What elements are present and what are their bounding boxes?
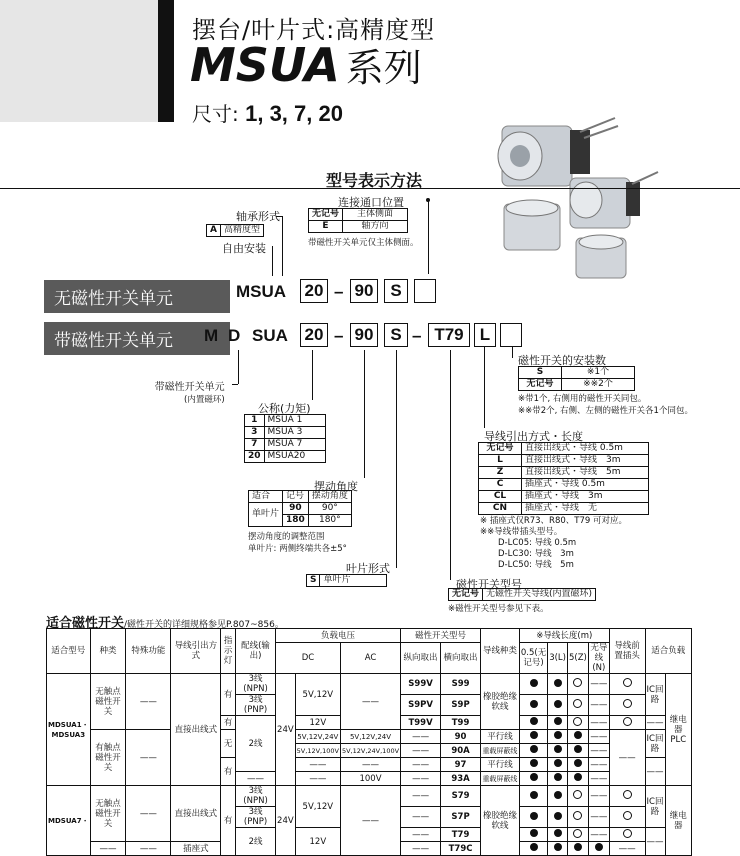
- with-switch-note: [154, 378, 225, 405]
- available-icon: [554, 700, 562, 708]
- switch-vertical: S99V: [401, 674, 441, 695]
- available-icon: [554, 679, 562, 687]
- available-icon: [530, 745, 538, 753]
- bearing-table: [206, 224, 264, 237]
- switch-vertical: ——: [401, 842, 441, 856]
- load-cell: ——: [645, 828, 665, 856]
- switch-vertical: ——: [401, 807, 441, 828]
- switch-horizontal: S79: [441, 786, 481, 807]
- switch-vertical: S9PV: [401, 695, 441, 716]
- leader-line: [312, 350, 313, 400]
- col-header: 5(Z): [567, 643, 588, 674]
- wiring-cell: 2线: [236, 828, 276, 856]
- code-port-box: S: [384, 323, 408, 347]
- indicator-cell: 无: [221, 730, 236, 758]
- qty-desc: ※※2个: [562, 379, 635, 391]
- switch-horizontal: 90A: [441, 744, 481, 758]
- load-cell: [665, 674, 691, 786]
- col-header: 负载电压: [276, 629, 401, 643]
- lead-code: Z: [479, 467, 522, 479]
- col-header: 特殊功能: [126, 629, 171, 674]
- type-cell: 有触点磁性开关: [90, 730, 126, 786]
- wire-type-cell: 平行线: [481, 730, 520, 744]
- with-switch-note-line1: 带磁性开关单元: [154, 382, 225, 393]
- code-port-position-box: [414, 279, 436, 303]
- angle-header: 适合: [249, 491, 283, 503]
- ac-cell: ——: [340, 674, 400, 730]
- indicator-cell: 有: [221, 674, 236, 716]
- port-desc: 轴方向: [343, 221, 408, 233]
- angle-code: 90: [283, 503, 309, 515]
- bearing-code: A: [207, 225, 221, 237]
- lead-desc: 插座式・导线 无: [522, 503, 649, 515]
- ac-cell: 100V: [340, 772, 400, 786]
- leader-line: [282, 216, 283, 276]
- available-icon: [554, 843, 562, 851]
- plug-cell: ——: [609, 842, 645, 856]
- angle-code: 180: [283, 515, 309, 527]
- lead-desc: 直接出线式・导线 0.5m: [522, 443, 649, 455]
- table-row: [47, 730, 692, 744]
- wiring-cell: 3线(PNP): [236, 807, 276, 828]
- dc-cell: 12V: [295, 828, 340, 856]
- load-cell: ——: [645, 758, 665, 786]
- port-position-note: 带磁性开关单元仅主体侧面。: [308, 238, 419, 248]
- available-icon: [530, 812, 538, 820]
- available-icon: [530, 759, 538, 767]
- leader-line: [484, 346, 485, 428]
- dc-cell: 24V: [276, 674, 296, 786]
- torque-code: 1: [245, 415, 265, 427]
- code-lead-box: [500, 323, 522, 347]
- code-d: D: [228, 326, 241, 345]
- type-cell: ——: [90, 842, 126, 856]
- code-size-box: 20: [300, 279, 328, 303]
- load-plc: PLC: [670, 734, 687, 745]
- vane-title: 叶片形式: [346, 562, 390, 575]
- leader-line: [396, 350, 397, 568]
- option-icon: [623, 717, 632, 726]
- lead-desc: 直接出线式・导线 3m: [522, 455, 649, 467]
- torque-table: [244, 414, 326, 463]
- available-icon: [574, 843, 582, 851]
- leader-dot: [426, 198, 430, 202]
- load-relay: 继电器: [669, 810, 687, 831]
- load-cell: IC回路: [645, 730, 665, 758]
- ac-cell: 5V,12V,24V: [340, 730, 400, 744]
- option-icon: [573, 717, 582, 726]
- switch-vertical: ——: [401, 828, 441, 842]
- torque-code: 7: [245, 439, 265, 451]
- col-header: 适合型号: [47, 629, 91, 674]
- col-header: 导线种类: [481, 629, 520, 674]
- wiring-cell: 3线(NPN): [236, 786, 276, 807]
- series-label: 系列: [345, 46, 422, 90]
- leader-line: [238, 350, 239, 384]
- lead-out-cell: 直接出线式: [171, 786, 221, 842]
- special-cell: ——: [126, 786, 171, 842]
- section-divider: [0, 188, 740, 189]
- none-cell: ——: [590, 745, 608, 756]
- switch-type-code: 无记号: [449, 589, 483, 601]
- type-cell: 无触点磁性开关: [90, 674, 126, 730]
- models-cell: MDSUA7・: [47, 786, 91, 856]
- torque-model: MSUA20: [264, 451, 325, 463]
- torque-model: MSUA 7: [264, 439, 325, 451]
- header-vertical-bar: [158, 0, 174, 122]
- switch-vertical: ——: [401, 758, 441, 772]
- code-port-box: S: [384, 279, 408, 303]
- available-icon: [595, 843, 603, 851]
- available-icon: [530, 679, 538, 687]
- code-prefix: MSUA: [236, 282, 287, 301]
- switch-horizontal: S9P: [441, 695, 481, 716]
- product-image: [480, 108, 660, 288]
- lead-note: D-LC30: 导线 3m: [498, 549, 574, 559]
- available-icon: [574, 731, 582, 739]
- qty-table: [518, 366, 635, 391]
- available-icon: [574, 773, 582, 781]
- option-icon: [623, 790, 632, 799]
- switch-type-note: ※磁性开关型号参见下表。: [448, 604, 549, 614]
- available-icon: [554, 745, 562, 753]
- col-header: 导线引出方式: [171, 629, 221, 674]
- lead-code: C: [479, 479, 522, 491]
- dc-cell: 5V,12V: [295, 674, 340, 716]
- angle-value: 180°: [308, 515, 351, 527]
- qty-code: 无记号: [519, 379, 562, 391]
- angle-value: 90°: [308, 503, 351, 515]
- available-icon: [530, 829, 538, 837]
- qty-title: 磁性开关的安装数: [518, 354, 606, 367]
- port-code: 无记号: [309, 209, 343, 221]
- applicable-table: [46, 628, 692, 856]
- switch-horizontal: 93A: [441, 772, 481, 786]
- dc-cell: 5V,12V,100V: [295, 744, 340, 758]
- type-cell: 无触点磁性开关: [90, 786, 126, 842]
- col-header: 导线前置插头: [609, 629, 645, 674]
- available-icon: [554, 759, 562, 767]
- wiring-cell: ——: [236, 772, 276, 786]
- available-icon: [530, 731, 538, 739]
- col-header: 适合负载: [645, 629, 691, 674]
- ac-cell: 5V,12V,24V,100V: [340, 744, 400, 758]
- switch-horizontal: S7P: [441, 807, 481, 828]
- none-cell: ——: [588, 674, 609, 695]
- leader-line: [272, 246, 273, 276]
- dc-cell: 24V: [276, 786, 296, 856]
- col-header: DC: [276, 643, 341, 674]
- available-icon: [530, 791, 538, 799]
- torque-model: MSUA 1: [264, 415, 325, 427]
- col-header: 横向取出: [441, 643, 481, 674]
- model-name: MSUA: [190, 38, 340, 92]
- code-switch-box: T79: [428, 323, 470, 347]
- indicator-cell: 有: [221, 716, 236, 730]
- available-icon: [554, 731, 562, 739]
- qty-note-1: ※带1个, 右侧用的磁性开关同包。: [518, 394, 647, 404]
- switch-horizontal: 90: [441, 730, 481, 744]
- switch-type-table: [448, 588, 596, 601]
- switch-type-title: 磁性开关型号: [456, 578, 522, 591]
- header-corner-block: [0, 0, 158, 122]
- wire-type-cell: 重载屏蔽线: [481, 744, 520, 758]
- available-icon: [530, 700, 538, 708]
- leader-line: [428, 200, 429, 274]
- none-cell: ——: [590, 759, 608, 770]
- code-angle-box: 90: [350, 279, 378, 303]
- leader-line: [364, 350, 365, 478]
- torque-code: 20: [245, 451, 265, 463]
- unit-no-switch: 无磁性开关单元: [44, 280, 230, 313]
- wiring-cell: 3线(NPN): [236, 674, 276, 695]
- torque-title: 公称(力矩): [258, 402, 311, 415]
- code-angle-box: 90: [350, 323, 378, 347]
- dc-cell: ——: [295, 772, 340, 786]
- plug-cell: ——: [609, 730, 645, 786]
- available-icon: [530, 773, 538, 781]
- none-cell: ——: [590, 717, 608, 728]
- code-size-box: 20: [300, 323, 328, 347]
- option-icon: [573, 811, 582, 820]
- col-header: ※导线长度(m): [519, 629, 609, 643]
- lead-desc: 插座式・导线 3m: [522, 491, 649, 503]
- load-cell: IC回路: [645, 786, 665, 828]
- code-mount-box: L: [474, 323, 496, 347]
- col-header: 0.5(无记号): [519, 643, 547, 674]
- available-icon: [554, 717, 562, 725]
- wire-type-cell: 橡胶绝缘软线: [481, 786, 520, 856]
- lead-note: ※ 插座式仅R73、R80、T79 可对应。: [480, 516, 627, 526]
- angle-table: [248, 490, 352, 527]
- bearing-desc: 高精度型: [220, 225, 263, 237]
- port-position-title: 连接通口位置: [338, 196, 404, 209]
- load-cell: [665, 786, 691, 856]
- qty-code: S: [519, 367, 562, 379]
- special-cell: ——: [126, 842, 171, 856]
- table-row: [47, 674, 692, 695]
- leader-line: [232, 384, 238, 385]
- switch-vertical: T99V: [401, 716, 441, 730]
- page-subtitle: 摆台/叶片式:高精度型: [192, 16, 436, 44]
- switch-type-desc: 无磁性开关导线(内置磁环): [483, 589, 596, 601]
- dc-cell: 12V: [295, 716, 340, 730]
- available-icon: [554, 773, 562, 781]
- angle-type: 单叶片: [249, 503, 283, 527]
- lead-notes: [480, 516, 627, 571]
- special-cell: ——: [126, 730, 171, 786]
- angle-header: 记号: [283, 491, 309, 503]
- qty-desc: ※1个: [562, 367, 635, 379]
- available-icon: [530, 843, 538, 851]
- ac-cell: ——: [340, 786, 400, 856]
- special-cell: ——: [126, 674, 171, 730]
- none-cell: ——: [590, 829, 608, 840]
- option-icon: [573, 699, 582, 708]
- qty-note-2: ※※带2个, 右侧、左侧的磁性开关各1个同包。: [518, 406, 693, 416]
- option-icon: [623, 699, 632, 708]
- angle-title: 摆动角度: [314, 480, 358, 493]
- wiring-cell: 3线(PNP): [236, 695, 276, 716]
- available-icon: [574, 759, 582, 767]
- wire-type-cell: 橡胶绝缘软线: [481, 674, 520, 730]
- none-cell: ——: [588, 695, 609, 716]
- available-icon: [554, 829, 562, 837]
- size-line: [192, 98, 343, 127]
- angle-note-1: 摆动角度的调整范围: [248, 532, 325, 542]
- free-mount-label: 自由安装: [222, 242, 266, 255]
- dc-cell: 5V,12V,24V: [295, 730, 340, 744]
- col-header: 种类: [90, 629, 126, 674]
- indicator-cell: 有: [221, 786, 236, 856]
- port-position-table: [308, 208, 408, 233]
- leader-line: [512, 346, 513, 358]
- size-values: 1, 3, 7, 20: [245, 101, 343, 126]
- option-icon: [623, 829, 632, 838]
- lead-desc: 直接出线式・导线 5m: [522, 467, 649, 479]
- dc-cell: ——: [295, 758, 340, 772]
- vane-desc: 单叶片: [320, 575, 387, 587]
- unit-with-switch: 带磁性开关单元: [44, 322, 230, 355]
- available-icon: [554, 791, 562, 799]
- switch-horizontal: 97: [441, 758, 481, 772]
- torque-model: MSUA 3: [264, 427, 325, 439]
- lead-table: [478, 442, 649, 515]
- none-cell: ——: [588, 807, 609, 828]
- size-label: 尺寸:: [192, 102, 239, 126]
- lead-code: L: [479, 455, 522, 467]
- available-icon: [554, 812, 562, 820]
- vane-table: [306, 574, 387, 587]
- applicable-title: 适合磁性开关: [46, 616, 125, 631]
- option-icon: [573, 678, 582, 687]
- col-header: 3(L): [548, 643, 568, 674]
- none-cell: ——: [590, 773, 608, 784]
- section-title: 型号表示方法: [326, 171, 423, 190]
- page-title: [190, 38, 422, 92]
- available-icon: [530, 717, 538, 725]
- port-desc: 主体侧面: [343, 209, 408, 221]
- indicator-cell: 有: [221, 758, 236, 786]
- col-header: 配线(输出): [236, 629, 276, 674]
- applicable-subtitle: /磁性开关的详细规格参见P.807~856。: [124, 620, 284, 630]
- lead-out-cell: 直接出线式: [171, 674, 221, 786]
- lead-code: CN: [479, 503, 522, 515]
- col-header: 无导线(N): [590, 643, 608, 673]
- vane-code: S: [307, 575, 320, 587]
- switch-horizontal: T99: [441, 716, 481, 730]
- option-icon: [623, 811, 632, 820]
- wire-type-cell: 重载屏蔽线: [481, 772, 520, 786]
- lead-desc: 插座式・导线 0.5m: [522, 479, 649, 491]
- col-header: 磁性开关型号: [401, 629, 481, 643]
- switch-vertical: ——: [401, 772, 441, 786]
- load-cell: ——: [646, 717, 664, 728]
- with-switch-note-line2: (内置磁环): [184, 395, 225, 405]
- option-icon: [623, 678, 632, 687]
- code-dash: –: [334, 326, 344, 345]
- leader-line: [450, 350, 451, 580]
- lead-code: CL: [479, 491, 522, 503]
- option-icon: [573, 829, 582, 838]
- dc-cell: 5V,12V: [295, 786, 340, 828]
- models-cell: MDSUA1・MDSUA3: [47, 674, 91, 786]
- col-header: AC: [340, 643, 400, 674]
- switch-vertical: ——: [401, 744, 441, 758]
- load-relay: 继电器: [669, 714, 687, 735]
- switch-vertical: ——: [401, 786, 441, 807]
- switch-vertical: ——: [401, 730, 441, 744]
- code-dash: –: [334, 282, 344, 301]
- code-m: M: [204, 326, 219, 345]
- leader-line: [276, 216, 282, 217]
- torque-code: 3: [245, 427, 265, 439]
- none-cell: ——: [588, 786, 609, 807]
- switch-horizontal: S99: [441, 674, 481, 695]
- switch-horizontal: T79C: [441, 842, 481, 856]
- load-cell: IC回路: [645, 674, 665, 716]
- angle-note-2: 单叶片: 两侧终端共各±5°: [248, 544, 347, 554]
- wiring-cell: 2线: [236, 716, 276, 772]
- lead-out-cell: 插座式: [171, 842, 221, 856]
- lead-title: 导线引出方式・长度: [484, 430, 583, 443]
- col-header: 指示灯: [221, 629, 236, 674]
- code-dash: –: [412, 326, 422, 345]
- table-row: [47, 786, 692, 807]
- switch-horizontal: T79: [441, 828, 481, 842]
- code-sua: SUA: [252, 326, 288, 345]
- angle-header: 摆动角度: [308, 491, 351, 503]
- none-cell: ——: [590, 731, 608, 742]
- lead-note: D-LC05: 导线 0.5m: [498, 538, 577, 548]
- lead-note: ※※导线带插头型号。: [480, 527, 563, 537]
- option-icon: [573, 790, 582, 799]
- available-icon: [574, 745, 582, 753]
- bearing-title: 轴承形式: [236, 210, 280, 223]
- wire-type-cell: 平行线: [481, 758, 520, 772]
- lead-code: 无记号: [479, 443, 522, 455]
- col-header: 纵向取出: [401, 643, 441, 674]
- lead-note: D-LC50: 导线 5m: [498, 560, 574, 570]
- port-code: E: [309, 221, 343, 233]
- ac-cell: ——: [340, 758, 400, 772]
